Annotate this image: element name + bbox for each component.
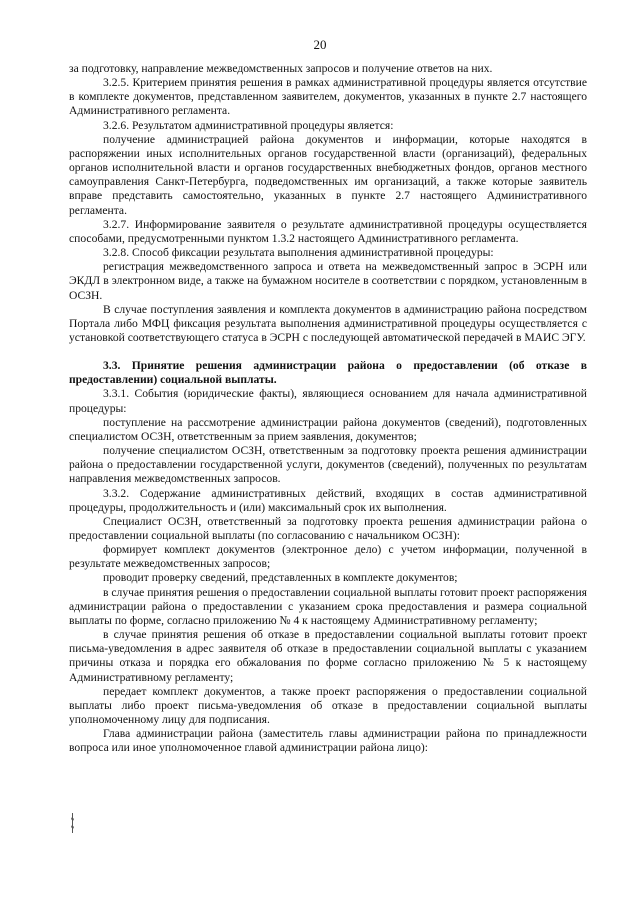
paragraph: 3.2.8. Способ фиксации результата выполнения административной процедуры: — [103, 246, 494, 260]
paragraph: Специалист ОСЗН, ответственный за подготовку проекта решения администрации района о предоставлении социальной выплаты (по согласованию с начальником ОСЗН): — [69, 514, 587, 542]
paragraph: В случае поступления заявления и комплекта документов в администрацию района посредством Портала либо МФЦ фиксация результата выполнения административной процедуры осуществляется с установкой соответствующего статуса в ЭСРН с последующей автоматической передачей в МАИС ЭГУ. — [69, 302, 587, 344]
paragraph: 3.3.1. События (юридические факты), являющиеся основанием для начала административной процедуры: — [69, 387, 587, 415]
paragraph: получение специалистом ОСЗН, ответственным за подготовку проекта решения администрации района о предоставлении государственной услуги, документов (сведений), полученных по результатам направления межведомственных запросов. — [69, 444, 587, 486]
paragraph: 3.2.5. Критерием принятия решения в рамках административной процедуры является отсутствие в комплекте документов, представленном заявителем, документов, указанных в пункте 2.7 настоящего Административного регламента. — [69, 76, 587, 118]
paragraph: формирует комплект документов (электронное дело) с учетом информации, полученной в результате межведомственных запросов; — [69, 543, 587, 571]
paragraph: в случае принятия решения о предоставлении социальной выплаты готовит проект распоряжения администрации района о предоставлении с указанием срока предоставления и размера социальной выплаты по форме, согласно приложению № 4 к настоящему Административному регламенту; — [69, 585, 587, 627]
paragraph: за подготовку, направление межведомственных запросов и получение ответов на них. — [69, 62, 493, 75]
paragraph: 3.2.6. Результатом административной процедуры является: — [103, 118, 394, 132]
paragraph: получение администрацией района документов и информации, которые находятся в распоряжении иных исполнительных органов государственной власти (организаций), федеральных органов исполнительной власти и органов государственных внебюджетных фондов, органов местного самоуправления Санкт-Петербурга, подведомственных им организаций, а также которые заявитель вправе представить самостоятельно, указанных в пункте 2.7 настоящего Административного регламента. — [69, 132, 587, 217]
paragraph: 3.3. Принятие решения администрации района о предоставлении (об отказе в предоставлении) социальной выплаты. — [69, 359, 587, 387]
page-number: 20 — [313, 37, 327, 52]
paragraph: передает комплект документов, а также проект распоряжения о предоставлении социальной выплаты либо проект письма-уведомления об отказе в предоставлении социальной выплаты уполномоченному лицу для подписания. — [69, 684, 587, 727]
paragraph: в случае принятия решения об отказе в предоставлении социальной выплаты готовит проект письма-уведомления в адрес заявителя об отказе в предоставлении социальной выплаты с указанием причины отказа и порядка его обжалования по форме согласно приложению № 5 к настоящему Административному регламенту; — [69, 628, 587, 684]
paragraph: регистрация межведомственного запроса и ответа на межведомственный запрос в ЭСРН или ЭКДЛ в электронном виде, а также на бумажном носителе в соответствии с порядком, установленным в ОСЗН. — [69, 260, 587, 302]
paragraph: 3.2.7. Информирование заявителя о результате административной процедуры осуществляется способами, предусмотренными пунктом 1.3.2 настоящего Административного регламента. — [69, 217, 587, 245]
document-body — [69, 62, 587, 756]
scan-mark — [70, 812, 75, 834]
paragraph: проводит проверку сведений, представленных в комплекте документов; — [103, 571, 458, 585]
paragraph: 3.3.2. Содержание административных действий, входящих в состав административной процедуры, продолжительность и (или) максимальный срок их выполнения. — [69, 486, 587, 514]
paragraph: Глава администрации района (заместитель главы администрации района по принадлежности вопроса или иное уполномоченное главой администрации района лицо): — [69, 727, 587, 755]
paragraph: поступление на рассмотрение администрации района документов (сведений), подготовленных специалистом ОСЗН, ответственным за прием заявления, документов; — [69, 415, 587, 443]
